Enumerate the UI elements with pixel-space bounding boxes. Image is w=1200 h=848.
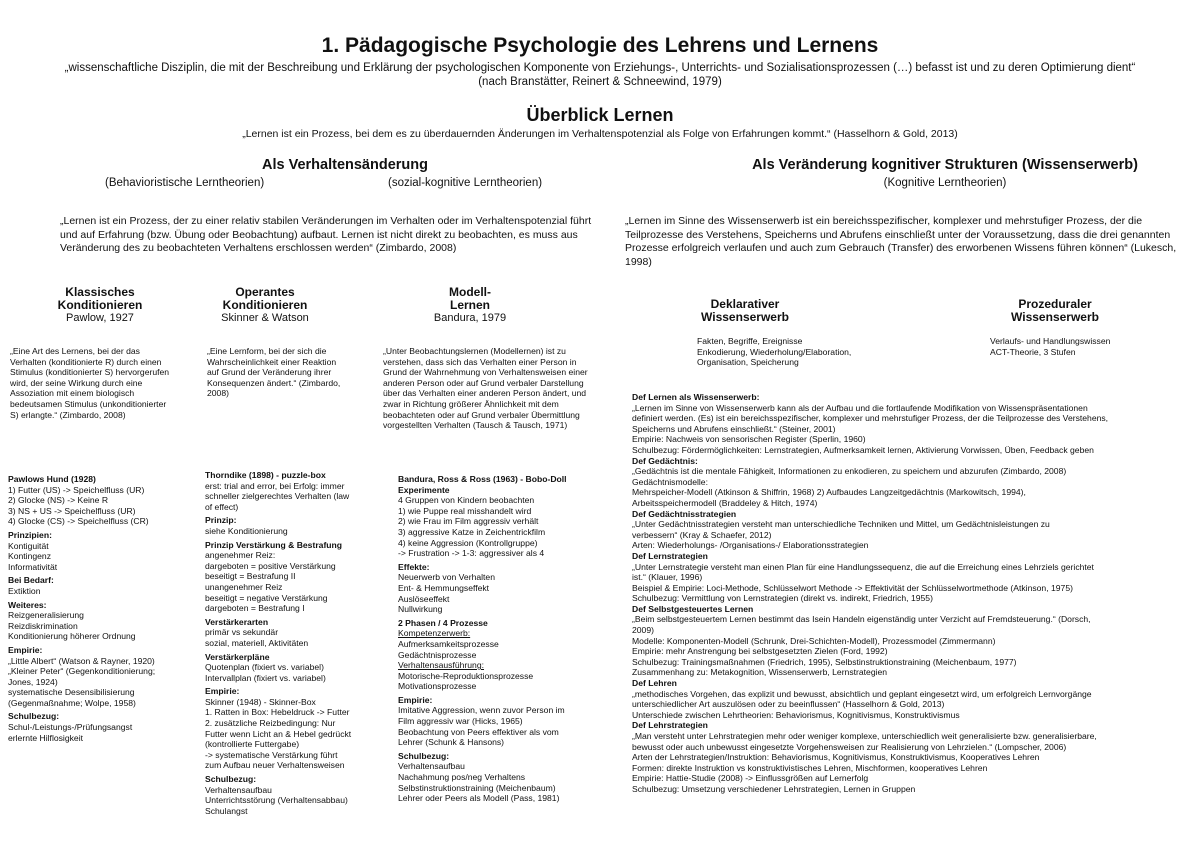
- section-heading: Def Lehrstrategien: [632, 720, 708, 731]
- section-heading: Verstärkerpläne: [205, 651, 270, 662]
- list-item: Schul-/Leistungs-/Prüfungsangst: [8, 722, 133, 733]
- model-learning-header: [420, 286, 520, 324]
- list-item: beseitigt = negative Verstärkung: [205, 592, 328, 603]
- list-item: Arten: Wiederholungs- /Organisations-/ Elaborationsstrategien: [632, 540, 869, 551]
- behaviorist-subtitle: (Behavioristische Lerntheorien): [105, 177, 265, 189]
- list-item: unterschiedlicher Art auszulösen oder zu beeinflussen“ (Hasselhorn & Gold, 2013): [632, 699, 945, 710]
- list-item: sozial, materiell, Aktivitäten: [205, 637, 309, 648]
- list-item: Imitative Aggression, wenn zuvor Person im: [398, 705, 565, 716]
- list-item: Unterrichtsstörung (Verhaltensabbau): [205, 795, 348, 806]
- declarative-notes: [697, 336, 897, 368]
- list-item: Quotenplan (fixiert vs. variabel): [205, 662, 324, 673]
- list-item: 3) aggressive Katze in Zeichentrickfilm: [398, 526, 546, 537]
- list-item: „Man versteht unter Lehrstrategien mehr oder weniger komplexe, unterschiedlich weit generalisierte bzw. generalisierbare,: [632, 731, 1097, 741]
- list-item: 4 Gruppen von Kindern beobachten: [398, 495, 535, 506]
- list-item: 3) NS + US -> Speichelfluss (UR): [8, 505, 136, 516]
- list-item: Lehrer oder Peers als Modell (Pass, 1981): [398, 793, 560, 804]
- procedural-notes: [990, 336, 1180, 357]
- operant-conditioning-notes: [205, 470, 395, 816]
- behavior-change-definition: „Lernen ist ein Prozess, der zu einer relativ stabilen Veränderungen im Verhalten oder im Verhaltenspotenzial führt und auf Erfahrung (bzw. Übung oder Beobachtung) aufbaut. Lernen ist nicht direkt zu beobachten, es muss aus Veränderung des zu beobachteten Verhaltens erschlossen werden“ (Zimbardo, 2008): [60, 215, 592, 254]
- list-item: Beobachtung von Peers effektiver als vom: [398, 726, 559, 737]
- classical-conditioning-notes: [8, 474, 198, 743]
- list-item: Nullwirkung: [398, 604, 443, 615]
- list-item: 2) wie Frau im Film aggressiv verhält: [398, 516, 539, 527]
- list-item: Enkodierung, Wiederholung/Elaboration,: [697, 346, 852, 357]
- section-heading: Bandura, Ross & Ross (1963) - Bobo-Doll: [398, 474, 567, 484]
- list-item: Formen: direkte Instruktion vs konstruktivistisches Lehren, Mischformen, kooperatives Lehren: [632, 762, 988, 773]
- list-item: erlernte Hilflosigkeit: [8, 732, 83, 743]
- model-author: Bandura, 1979: [433, 312, 507, 324]
- list-item: Zusammenhang zu: Metakognition, Wissenserwerb, Lernstrategien: [632, 667, 888, 678]
- list-item: Motorische-Reproduktionsprozesse: [398, 670, 534, 681]
- list-item: beseitigt = Bestrafung II: [205, 571, 296, 582]
- list-item: bewusst oder auch unbewusst eingesetzte Vorgehensweisen zur Realisierung von Lehrzielen.“ (Lompscher, 2006): [632, 741, 1067, 752]
- list-item: Organisation, Speicherung: [697, 357, 799, 368]
- list-item: Reizdiskrimination: [8, 620, 78, 631]
- procedural-title-line2: Wissenserwerb: [1011, 310, 1099, 324]
- list-item: ACT-Theorie, 3 Stufen: [990, 346, 1076, 357]
- operant-title-line2: Konditionieren: [222, 298, 308, 312]
- list-item: Skinner (1948) - Skinner-Box: [205, 696, 316, 707]
- list-item: „methodisches Vorgehen, das explizit und bewusst, absichtlich und geplant eingesetzt wird, um erfolgreich Lernvorgänge: [632, 688, 1092, 699]
- list-item: dargeboten = Bestrafung I: [205, 603, 305, 614]
- list-item: primär vs sekundär: [205, 627, 279, 638]
- knowledge-acquisition-definition: „Lernen im Sinne des Wissenserwerb ist ein bereichsspezifischer, komplexer und mehrstufiger Prozess, der die Teilprozesse des Verstehens, Speicherns und Abrufens einschließt unter der Voraussetzung, dass die drei genannten Prozesse erfolgreich verlaufen und auch zum Gebrauch (Transfer) des erworbenen Wissens führen können“ (Lukesch, 1998): [625, 215, 1177, 268]
- section-heading: Def Lernstrategien: [632, 550, 708, 561]
- list-item: Jones, 1924): [8, 676, 58, 687]
- list-item: Kontiguität: [8, 540, 49, 551]
- list-item: dargeboten = positive Verstärkung: [205, 560, 336, 571]
- list-item: schneller zielgerechtes Verhalten (law: [205, 491, 350, 502]
- list-item: ist.“ (Klauer, 1996): [632, 572, 703, 583]
- section-heading: Weiteres:: [8, 599, 47, 610]
- list-item: Intervallplan (fixiert vs. variabel): [205, 672, 326, 683]
- operant-title-line1: Operantes: [235, 285, 295, 299]
- list-item: 2009): [632, 625, 654, 636]
- classical-conditioning-header: [35, 286, 165, 324]
- list-item: Mehrspeicher-Modell (Atkinson & Shiffrin, 1968) 2) Aufbaudes Langzeitgedächtnis (Markowitsch, 1994),: [632, 487, 1026, 498]
- list-item: Motivationsprozesse: [398, 681, 477, 692]
- list-item: Speicherns und Abrufens einschließt.“ (Steiner, 2001): [632, 423, 836, 434]
- section-heading: Def Gedächtnis:: [632, 455, 698, 466]
- list-item: „Little Albert“ (Watson & Rayner, 1920): [8, 655, 155, 666]
- list-item: Selbstinstruktionstraining (Meichenbaum): [398, 782, 556, 793]
- declarative-title-line1: Deklarativer: [710, 297, 780, 311]
- list-item: Schulbezug: Vermittlung von Lernstrategien (direkt vs. indirekt, Friedrich, 1955): [632, 593, 933, 604]
- list-item: Reizgeneralisierung: [8, 610, 84, 621]
- section-heading: Schulbezug:: [8, 711, 60, 722]
- list-item: „Lernen im Sinne von Wissenserwerb kann als der Aufbau und die fortlaufende Modifikation von Wissenspräsentationen: [632, 402, 1088, 413]
- section-heading: Thorndike (1898) - puzzle-box: [205, 470, 326, 480]
- page-title: 1. Pädagogische Psychologie des Lehrens und Lernens: [321, 34, 879, 57]
- list-item: -> Frustration -> 1-3: aggressiver als 4: [398, 548, 545, 559]
- definitions-block: [632, 392, 1192, 795]
- list-item: Film aggressiv war (Hicks, 1965): [398, 716, 523, 727]
- list-item: Auslöseeffekt: [398, 593, 450, 604]
- list-item: definiert werden. (Es) ist ein bereichsspezifischer, komplexer und mehrstufiger Prozess, der die Teilprozesse des Verstehens,: [632, 413, 1109, 424]
- section-heading: Schulbezug:: [205, 774, 257, 785]
- social-cognitive-subtitle: (sozial-kognitive Lerntheorien): [388, 177, 543, 189]
- list-item: 2) Glocke (NS) -> Keine R: [8, 495, 109, 506]
- list-item: (kontrollierte Futtergabe): [205, 739, 300, 750]
- list-item: Arten der Lehrstrategien/Instruktion: Behaviorismus, Kognitivismus, Konstruktivismus, Kooperatives Lehren: [632, 752, 1040, 763]
- section-heading: Empirie:: [205, 686, 240, 697]
- section-heading: Effekte:: [398, 561, 430, 572]
- list-item: zum Aufbau neuer Verhaltensweisen: [205, 760, 345, 771]
- list-item: Ent- & Hemmungseffekt: [398, 582, 490, 593]
- list-item: siehe Konditionierung: [205, 525, 288, 536]
- list-item: Verhaltensaufbau: [398, 761, 465, 772]
- list-item: Informativität: [8, 561, 58, 572]
- list-item: Nachahmung pos/neg Verhaltens: [398, 772, 526, 783]
- list-item: Schulangst: [205, 805, 248, 816]
- list-item: 1) wie Puppe real misshandelt wird: [398, 505, 532, 516]
- discipline-definition: „wissenschaftliche Disziplin, die mit der Beschreibung und Erklärung der psychologischen Komponente von Erziehungs-, Unterrichts- und Sozialisationsprozessen (…) befasst ist und zu deren Optimierung dient“ (nach Branstätter, Reinert & Schneewind, 1979): [64, 62, 1136, 88]
- classical-definition: „Eine Art des Lernens, bei der das Verhalten (konditionierte R) durch einen Stimulus (konditionierter S) hervorgerufen wird, der seine Wirkung durch eine Assoziation mit einem biologisch bedeutsamen Stimulus (unkonditionierter S) erlangte.“ (Zimbardo, 2008): [10, 346, 170, 420]
- list-item: angenehmer Reiz:: [205, 550, 276, 561]
- classical-title-line1: Klassisches: [65, 285, 135, 299]
- list-item: „Unter Lernstrategie versteht man einen Plan für eine Handlungssequenz, die auf die Erreichung eines Lehrziels gerichtet: [632, 561, 1094, 572]
- section-heading: Prinzip Verstärkung & Bestrafung: [205, 539, 343, 550]
- list-item: (Gegenmaßnahme; Wolpe, 1958): [8, 697, 136, 708]
- list-item: „Unter Gedächtnisstrategien versteht man unterschiedliche Techniken und Mittel, um Gedächtnisleistungen zu: [632, 519, 1050, 530]
- list-item: „Gedächtnis ist die mentale Fähigkeit, Informationen zu enkodieren, zu speichern und abzurufen (Zimbardo, 2008): [632, 466, 1067, 477]
- list-item: Empirie: Nachweis von sensorischen Register (Sperlin, 1960): [632, 434, 866, 445]
- section-heading: Prinzipien:: [8, 529, 52, 540]
- list-item: Gedächtnisprozesse: [398, 649, 477, 660]
- list-item: 1. Ratten in Box: Hebeldruck -> Futter: [205, 707, 350, 718]
- list-item: 4) keine Aggression (Kontrollgruppe): [398, 537, 538, 548]
- section-heading: Pawlows Hund (1928): [8, 474, 96, 484]
- list-item: erst: trial and error, bei Erfolg: immer: [205, 480, 345, 491]
- list-item: „Kleiner Peter“ (Gegenkonditionierung;: [8, 666, 156, 677]
- operant-author: Skinner & Watson: [221, 312, 309, 324]
- list-item: 1) Futter (US) -> Speichelfluss (UR): [8, 484, 145, 495]
- list-item: verbessern“ (Kray & Schaefer, 2012): [632, 529, 772, 540]
- procedural-header: [990, 298, 1120, 324]
- section-heading: 2 Phasen / 4 Prozesse: [398, 617, 488, 628]
- list-item: Verhaltensaufbau: [205, 784, 272, 795]
- model-learning-notes: [398, 474, 603, 804]
- declarative-header: [680, 298, 810, 324]
- list-item: Schulbezug: Trainingsmaßnahmen (Friedrich, 1995), Selbstinstruktionstraining (Meichenbaum, 1977): [632, 656, 1017, 667]
- list-item: Schulbezug: Umsetzung verschiedener Lehrstrategien, Lernen in Gruppen: [632, 783, 916, 794]
- model-title-line1: Modell-: [449, 285, 491, 299]
- list-item: Beispiel & Empirie: Loci-Methode, Schlüsselwort Methode -> Effektivität der Schlüsselwortmethode (Atkinson, 1975): [632, 582, 1073, 593]
- operant-definition: „Eine Lernform, bei der sich die Wahrscheinlichkeit einer Reaktion auf Grund der Veränderung ihrer Konsequenzen ändert.“ (Zimbardo, 2008): [207, 346, 341, 399]
- section-heading: Def Lehren: [632, 678, 677, 689]
- model-title-line2: Lernen: [449, 298, 490, 312]
- procedural-title-line1: Prozeduraler: [1018, 297, 1092, 311]
- declarative-title-line2: Wissenserwerb: [701, 310, 789, 324]
- list-item: 4) Glocke (CS) -> Speichelfluss (CR): [8, 516, 149, 527]
- list-item: Kompetenzerwerb:: [398, 628, 471, 639]
- operant-conditioning-header: [200, 286, 330, 324]
- section-heading: Prinzip:: [205, 515, 237, 526]
- list-item: Futter wenn Licht an & Hebel gedrückt: [205, 728, 352, 739]
- overview-definition: „Lernen ist ein Prozess, bei dem es zu überdauernden Änderungen im Verhaltenspotenzial als Folge von Erfahrungen kommt.“ (Hasselhorn & Gold, 2013): [242, 128, 958, 140]
- classical-author: Pawlow, 1927: [66, 312, 134, 324]
- list-item: Unterschiede zwischen Lehrtheorien: Behaviorismus, Kognitivismus, Konstruktivismus: [632, 709, 960, 720]
- list-item: Lehrer (Schunk & Hansons): [398, 737, 505, 748]
- list-item: Verhaltensausführung:: [398, 660, 485, 671]
- list-item: Kontingenz: [8, 551, 52, 562]
- section-heading: Schulbezug:: [398, 750, 450, 761]
- section-heading: Empirie:: [8, 644, 43, 655]
- list-item: Empirie: Hattie-Studie (2008) -> Einflussgrößen auf Lernerfolg: [632, 773, 869, 784]
- section-heading: Empirie:: [398, 694, 433, 705]
- list-item: „Beim selbstgesteuertem Lernen bestimmt das Isein Handeln eigenständig unter Verzicht auf Fremdsteuerung.“ (Dorsch,: [632, 614, 1091, 625]
- cognitive-subtitle: (Kognitive Lerntheorien): [883, 177, 1007, 189]
- list-item: systematische Desensibilisierung: [8, 687, 135, 698]
- list-item: of effect): [205, 501, 239, 512]
- list-item: Fakten, Begriffe, Ereignisse: [697, 336, 803, 346]
- list-item: Verlaufs- und Handlungswissen: [990, 336, 1111, 346]
- list-item: Modelle: Komponenten-Modell (Schrunk, Drei-Schichten-Modell), Prozessmodel (Zimmermann): [632, 635, 996, 646]
- model-learning-definition: „Unter Beobachtungslernen (Modellernen) ist zu verstehen, dass sich das Verhalten einer Person in Grund der Wahrnehmung von Verhaltensweisen einer anderen Person oder auf Grund verbaler Darstellung über das Verhalten einer anderen Person ändert, und zwar in Richtung größerer Ähnlichkeit mit dem beobachteten oder auf Grund verbaler Übermittlung vorgestellten Verhalten (Tausch & Tausch, 1971): [383, 346, 588, 431]
- list-item: -> systematische Verstärkung führt: [205, 749, 338, 760]
- section-heading: Def Selbstgesteuertes Lernen: [632, 603, 754, 614]
- overview-title: Überblick Lernen: [526, 105, 674, 125]
- list-item: Neuerwerb von Verhalten: [398, 572, 495, 583]
- section-heading: Experimente: [398, 484, 450, 495]
- section-heading: Bei Bedarf:: [8, 575, 54, 586]
- list-item: 2. zusätzliche Reizbedingung: Nur: [205, 718, 336, 729]
- list-item: Arbeitsspeichermodell (Braddeley & Hitch, 1974): [632, 497, 818, 508]
- section-heading: Def Lernen als Wissenserwerb:: [632, 392, 760, 402]
- list-item: Gedächtnismodelle:: [632, 476, 708, 487]
- section-heading: Verstärkerarten: [205, 616, 269, 627]
- list-item: Empirie: mehr Anstrengung bei selbstgesetzten Zielen (Ford, 1992): [632, 646, 888, 657]
- list-item: Extiktion: [8, 585, 41, 596]
- list-item: Schulbezug: Fördermöglichkeiten: Lernstrategien, Aufmerksamkeit lernen, Aktivierung Vorwissen, Üben, Feedback geben: [632, 444, 1094, 455]
- section-heading: Def Gedächtnisstrategien: [632, 508, 737, 519]
- list-item: Aufmerksamkeitsprozesse: [398, 638, 499, 649]
- list-item: Konditionierung höherer Ordnung: [8, 631, 136, 642]
- classical-title-line2: Konditionieren: [57, 298, 143, 312]
- list-item: unangenehmer Reiz: [205, 581, 283, 592]
- behavior-change-heading: Als Verhaltensänderung: [262, 157, 428, 173]
- cognitive-change-heading: Als Veränderung kognitiver Strukturen (Wissenserwerb): [752, 157, 1138, 173]
